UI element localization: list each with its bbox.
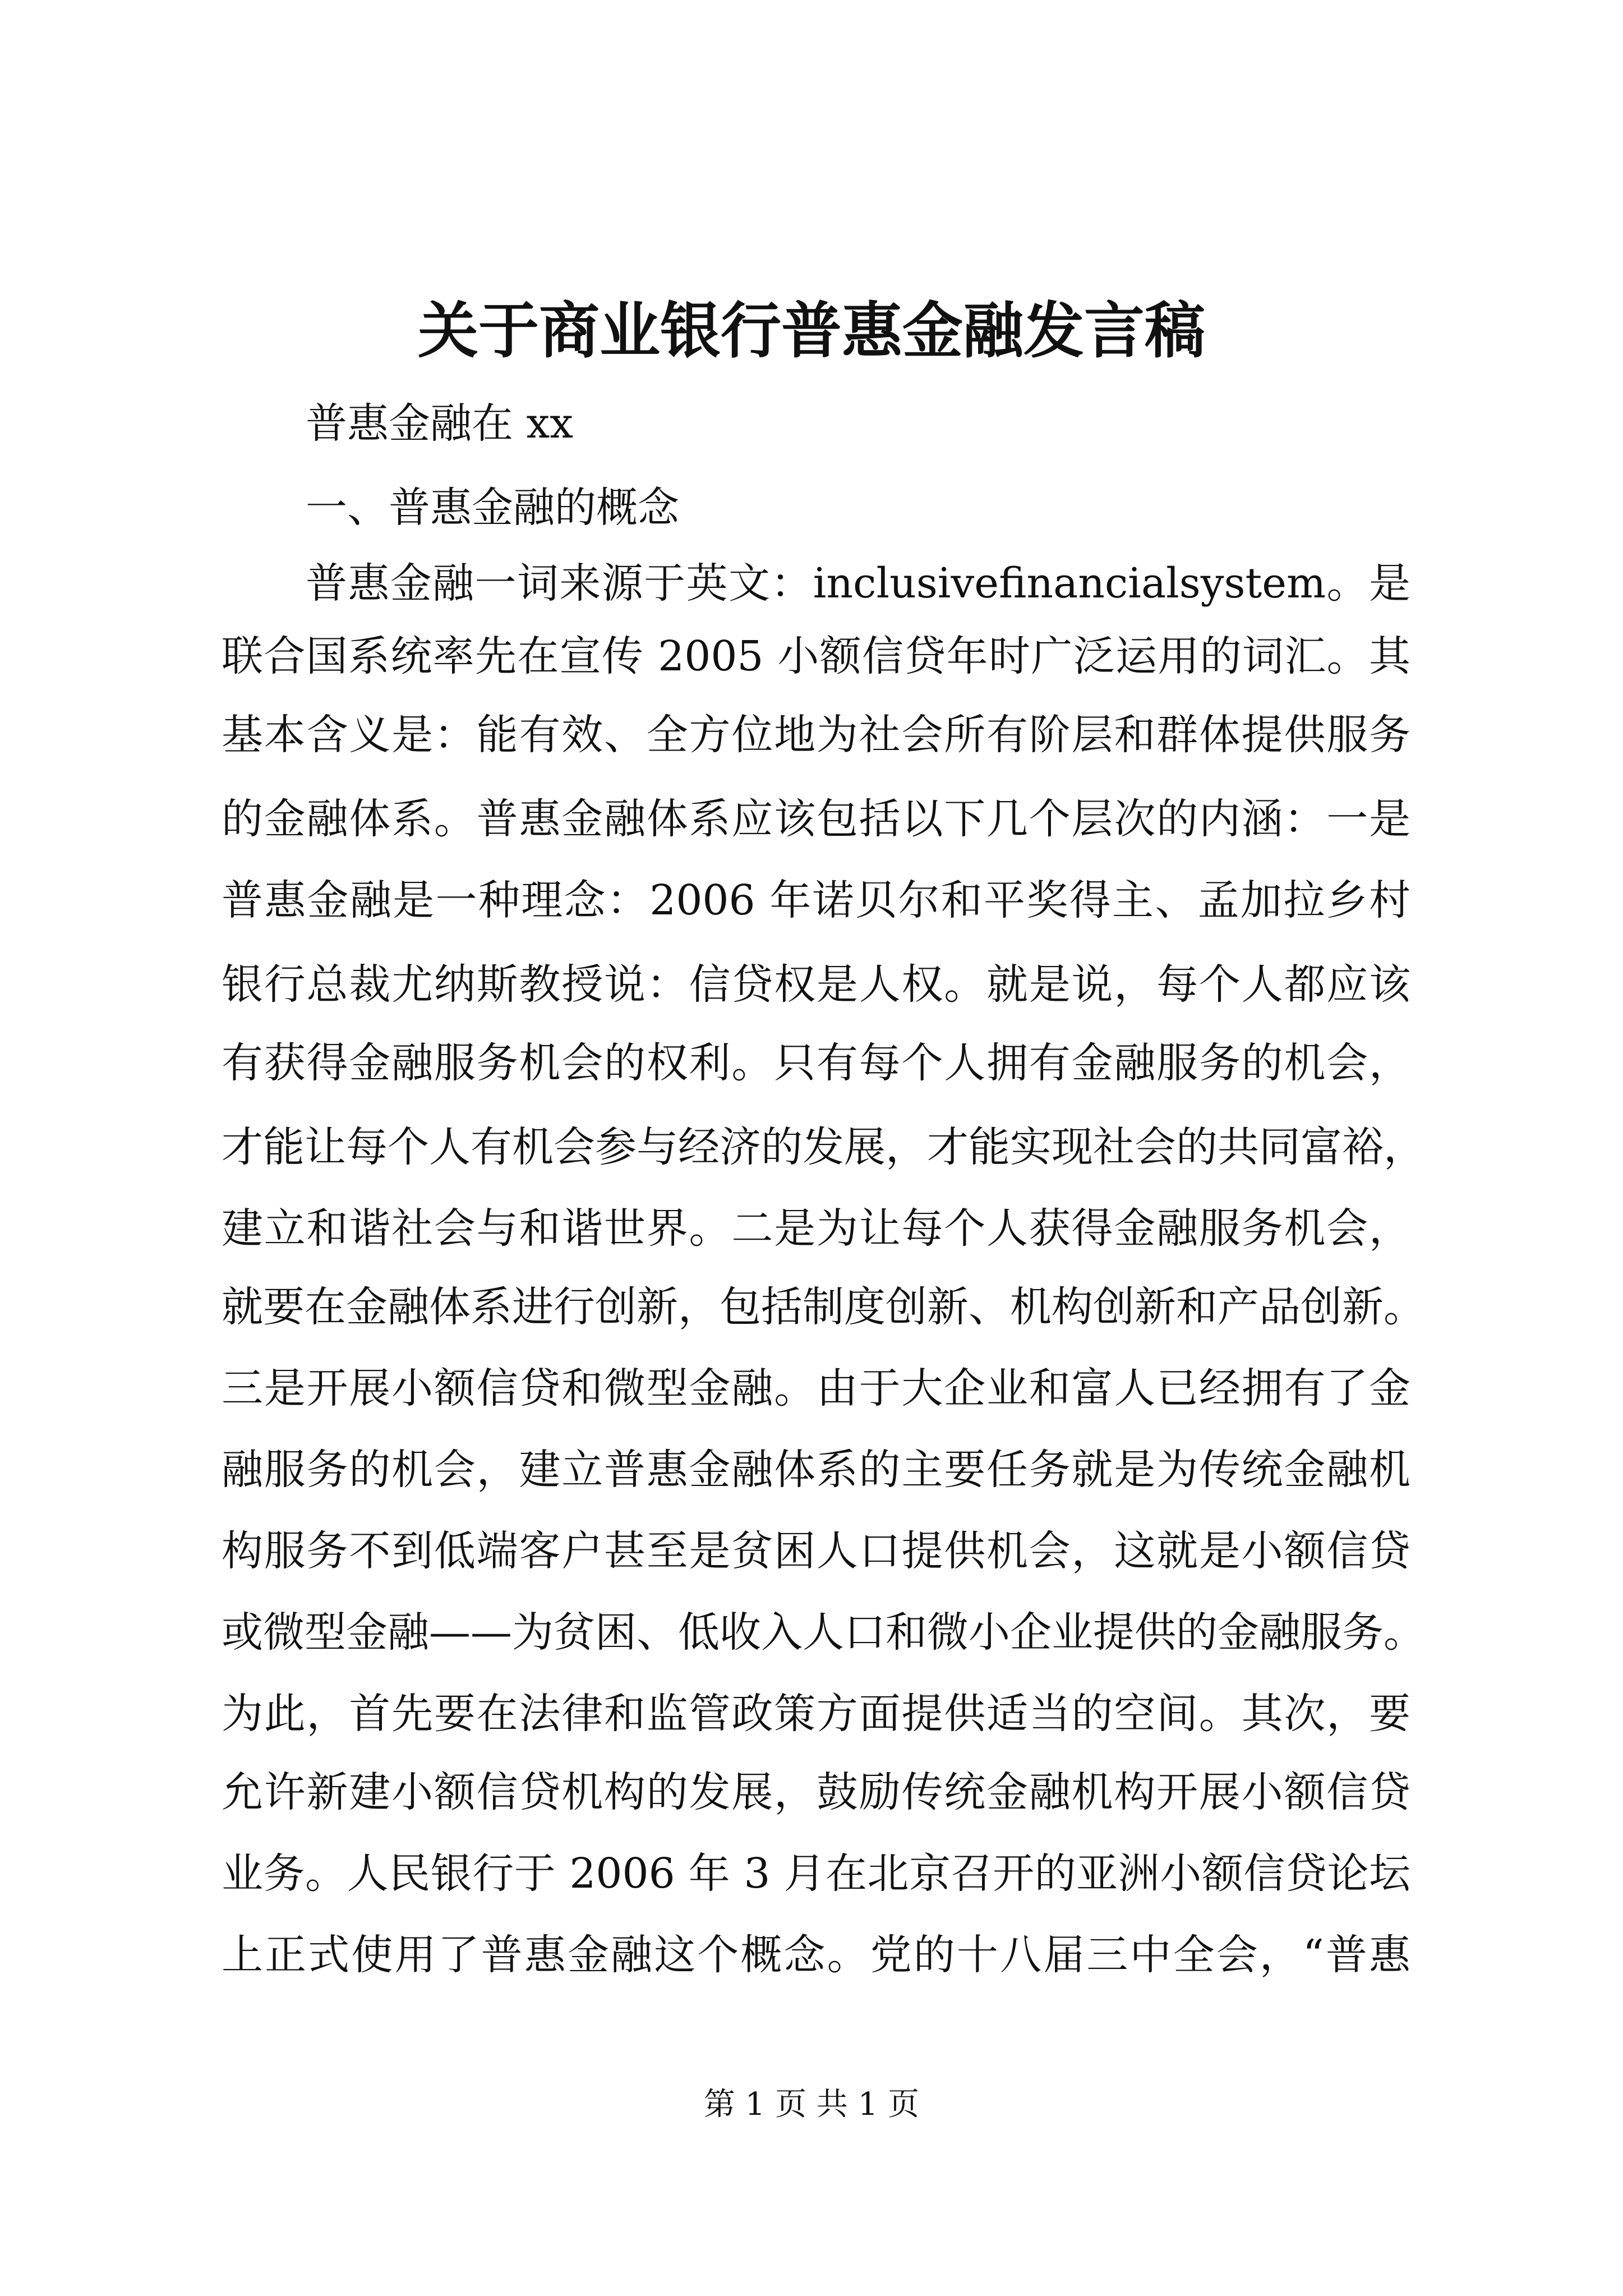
paragraph-line: 允许新建小额信贷机构的发展，鼓励传统金融机构开展小额信贷 (222, 1768, 1410, 1816)
paragraph-line: 有获得金融服务机会的权利。只有每个人拥有金融服务的机会， (222, 1039, 1410, 1087)
paragraph-line: 就要在金融体系进行创新，包括制度创新、机构创新和产品创新。 (222, 1283, 1425, 1331)
paragraph-line: 构服务不到低端客户甚至是贫困人口提供机会，这就是小额信贷 (222, 1527, 1410, 1575)
paragraph-line: 的金融体系。普惠金融体系应该包括以下几个层次的内涵：一是 (222, 795, 1410, 843)
paragraph-line: 三是开展小额信贷和微型金融。由于大企业和富人已经拥有了金 (222, 1364, 1410, 1412)
document-title: 关于商业银行普惠金融发言稿 (417, 296, 1205, 366)
paragraph-line: 基本含义是：能有效、全方位地为社会所有阶层和群体提供服务 (222, 711, 1410, 759)
paragraph-line: 为此，首先要在法律和监管政策方面提供适当的空间。其次，要 (222, 1690, 1410, 1738)
section-heading-concept: 一、普惠金融的概念 (306, 484, 679, 532)
paragraph-line: 才能让每个人有机会参与经济的发展，才能实现社会的共同富裕， (222, 1123, 1425, 1171)
paragraph-line: 融服务的机会，建立普惠金融体系的主要任务就是为传统金融机 (222, 1446, 1410, 1494)
paragraph-line: 或微型金融——为贫困、低收入人口和微小企业提供的金融服务。 (222, 1608, 1425, 1657)
page-number-footer: 第 1 页 共 1 页 (703, 2086, 920, 2123)
paragraph-line: 联合国系统率先在宣传 2005 小额信贷年时广泛运用的词汇。其 (222, 632, 1410, 680)
paragraph-line: 建立和谐社会与和谐世界。二是为让每个人获得金融服务机会， (222, 1204, 1410, 1253)
paragraph-line: 业务。人民银行于 2006 年 3 月在北京召开的亚洲小额信贷论坛 (222, 1849, 1410, 1898)
paragraph-line: 普惠金融一词来源于英文：inclusivefinancialsystem。是 (306, 559, 1410, 608)
paragraph-line: 普惠金融是一种理念：2006 年诺贝尔和平奖得主、孟加拉乡村 (222, 876, 1410, 924)
paragraph-line: 银行总裁尤纳斯教授说：信贷权是人权。就是说，每个人都应该 (222, 960, 1410, 1009)
paragraph-line: 上正式使用了普惠金融这个概念。党的十八届三中全会，“普惠 (222, 1931, 1410, 1979)
text-line-intro: 普惠金融在 xx (306, 399, 573, 448)
